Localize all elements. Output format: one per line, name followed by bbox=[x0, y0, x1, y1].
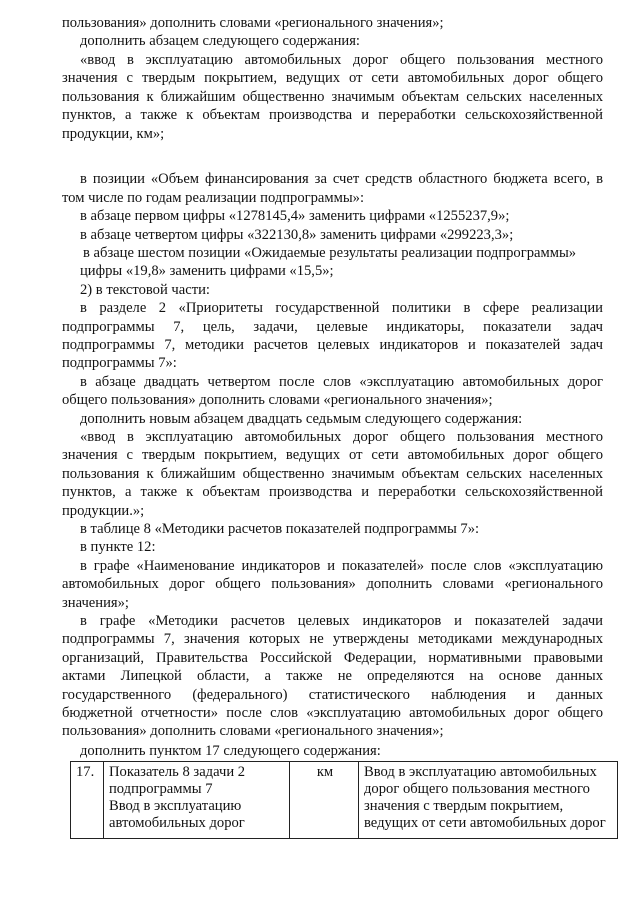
row-number: 17. bbox=[76, 764, 95, 780]
text-line: в таблице 8 «Методики расчетов показателей подпрограммы 7»: bbox=[80, 521, 480, 537]
text-line: подпрограммы 7»: bbox=[62, 355, 177, 371]
table-cell-number bbox=[71, 762, 104, 839]
table-row bbox=[71, 762, 618, 839]
indicator-name-line: Ввод в эксплуатацию bbox=[109, 798, 242, 814]
text-line: подпрограммы 7, цель, задачи, целевые индикаторы, показатели задач bbox=[62, 319, 603, 335]
text-line: автомобильных дорог общего пользования» дополнить словами «регионального bbox=[62, 576, 603, 592]
text-line: цифры «19,8» заменить цифрами «15,5»; bbox=[80, 263, 334, 279]
text-line: в абзаце двадцать четвертом после слов «эксплуатацию автомобильных дорог bbox=[80, 374, 603, 390]
text-line: государственного (федерального) статистического наблюдения и данных bbox=[62, 687, 603, 703]
indicator-name-line: автомобильных дорог bbox=[109, 815, 245, 831]
text-line: в графе «Методики расчетов целевых индикаторов и показателей задачи bbox=[80, 613, 603, 629]
text-line: пользования к ближайшим общественно значимым объектам сельских населенных bbox=[62, 89, 603, 105]
text-line: в позиции «Объем финансирования за счет средств областного бюджета всего, в bbox=[80, 171, 603, 187]
text-line: общего пользования» дополнить словами «регионального значения»; bbox=[62, 392, 493, 408]
method-line: ведущих от сети автомобильных дорог bbox=[364, 815, 606, 831]
table-cell-indicator bbox=[104, 762, 290, 839]
text-line: продукции.»; bbox=[62, 503, 145, 519]
text-line: дополнить пунктом 17 следующего содержания: bbox=[80, 743, 381, 759]
text-line: в абзаце шестом позиции «Ожидаемые результаты реализации подпрограммы» bbox=[83, 245, 577, 261]
text-line: «ввод в эксплуатацию автомобильных дорог общего пользования местного bbox=[80, 52, 603, 68]
text-line: 2) в текстовой части: bbox=[80, 282, 210, 298]
text-line: продукции, км»; bbox=[62, 126, 165, 142]
text-line: «ввод в эксплуатацию автомобильных дорог общего пользования местного bbox=[80, 429, 603, 445]
table-cell-unit bbox=[290, 762, 359, 839]
text-line: организаций, Правительства Российской Федерации, нормативными правовыми bbox=[62, 650, 603, 666]
text-line: подпрограммы 7, методики расчетов целевых индикаторов и показателей задач bbox=[62, 337, 603, 353]
unit-label: км bbox=[316, 764, 334, 780]
text-line: значения с твердым покрытием, ведущих от сети автомобильных дорог общего bbox=[62, 447, 603, 463]
text-line: пользования» дополнить словами «регионального значения»; bbox=[62, 723, 444, 739]
text-line: в абзаце четвертом цифры «322130,8» заменить цифрами «299223,3»; bbox=[80, 227, 514, 243]
text-line: значения с твердым покрытием, ведущих от сети автомобильных дорог общего bbox=[62, 70, 603, 86]
text-line: в абзаце первом цифры «1278145,4» заменить цифрами «1255237,9»; bbox=[80, 208, 510, 224]
text-line: пунктов, а также к объектам производства и переработки сельскохозяйственной bbox=[62, 107, 603, 123]
text-line: актами Липецкой области, а также не определяются на основе данных bbox=[62, 668, 603, 684]
text-line: дополнить новым абзацем двадцать седьмым следующего содержания: bbox=[80, 411, 523, 427]
method-line: значения с твердым покрытием, bbox=[364, 798, 564, 814]
text-line: пользования» дополнить словами «регионального значения»; bbox=[62, 15, 444, 31]
text-line: пунктов, а также к объектам производства и переработки сельскохозяйственной bbox=[62, 484, 603, 500]
table-cell-method bbox=[359, 762, 618, 839]
indicator-table bbox=[70, 761, 618, 839]
method-line: дорог общего пользования местного bbox=[364, 781, 590, 797]
text-line: подпрограммы 7, значения которых не утверждены методиками международных bbox=[62, 631, 603, 647]
text-line: дополнить абзацем следующего содержания: bbox=[80, 33, 360, 49]
text-line: значения»; bbox=[62, 595, 129, 611]
text-line: том числе по годам реализации подпрограммы»: bbox=[62, 190, 365, 206]
text-line: в пункте 12: bbox=[80, 539, 156, 555]
text-line: пользования к ближайшим общественно значимым объектам сельских населенных bbox=[62, 466, 603, 482]
text-line: бюджетной отчетности» после слов «эксплуатацию автомобильных дорог общего bbox=[62, 705, 603, 721]
indicator-name-line: Показатель 8 задачи 2 bbox=[109, 764, 246, 780]
text-line: в графе «Наименование индикаторов и показателей» после слов «эксплуатацию bbox=[80, 558, 603, 574]
indicator-name-line: подпрограммы 7 bbox=[109, 781, 213, 797]
text-line: в разделе 2 «Приоритеты государственной политики в сфере реализации bbox=[80, 300, 603, 316]
method-line: Ввод в эксплуатацию автомобильных bbox=[364, 764, 597, 780]
